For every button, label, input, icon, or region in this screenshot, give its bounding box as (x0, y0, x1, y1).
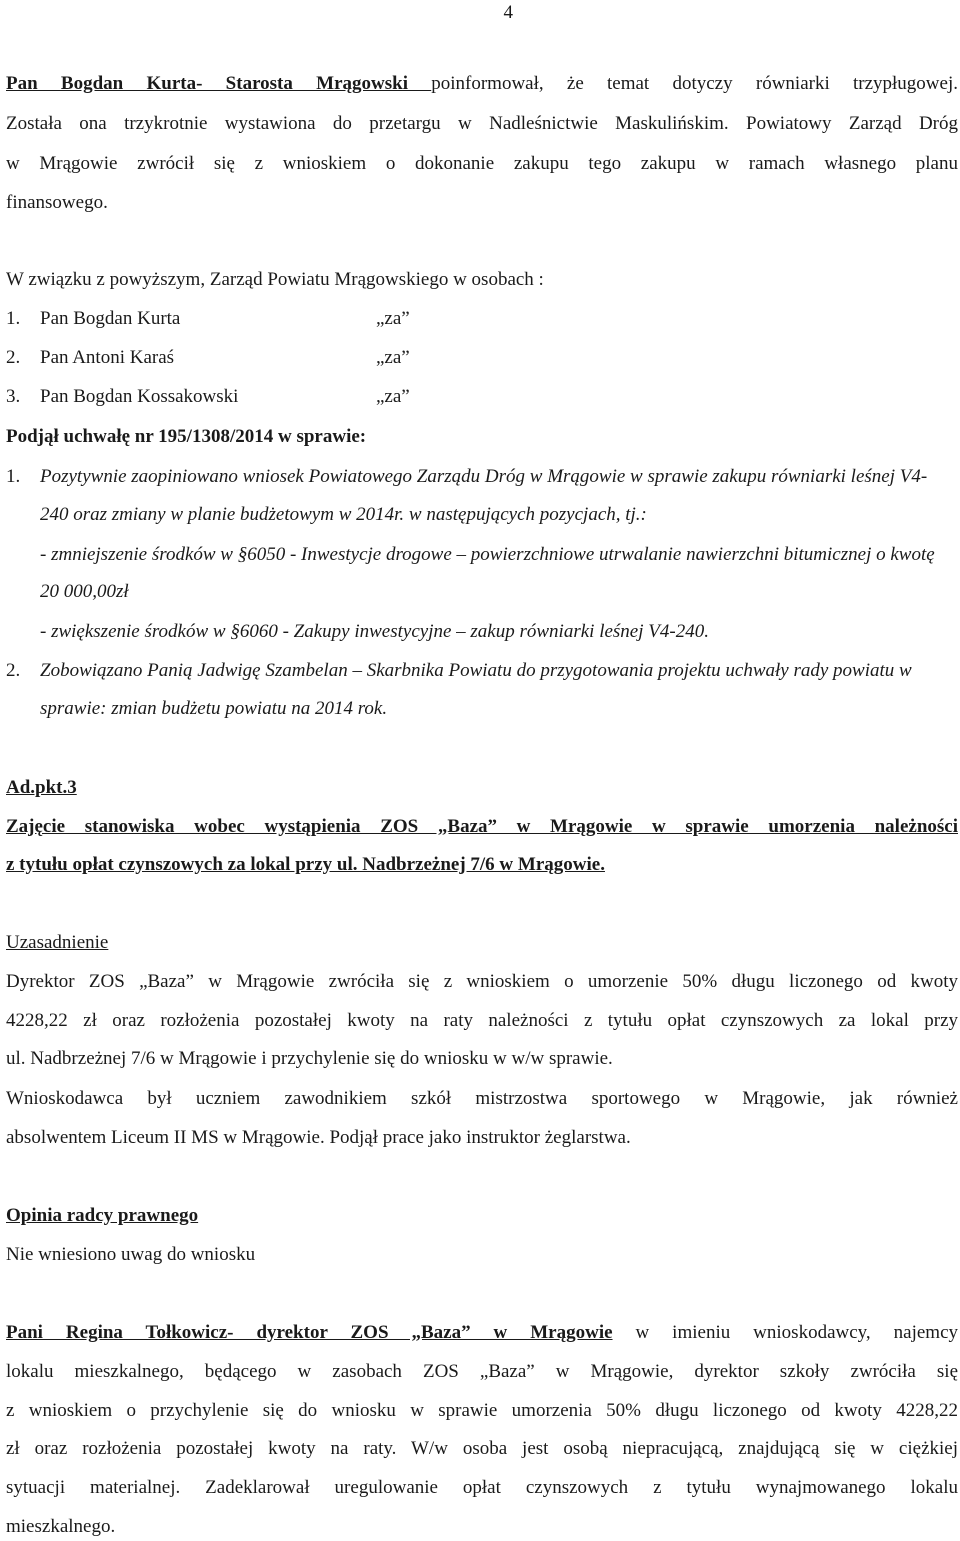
p1-text: poinformował, że temat dotyczy równiarki trzypługowej. (431, 73, 958, 94)
board-intro: W związku z powyższym, Zarząd Powiatu Mrągowskiego w osobach : (6, 269, 544, 290)
plast-line: zł oraz rozłożenia pozostałej kwoty na raty. W/w osoba jest osobą niepracującą, znajdującą się w ciężkiej (6, 1438, 958, 1459)
p1-line-3: w Mrągowie zwrócił się z wnioskiem o dokonanie zakupu tego zakupu w ramach własnego planu (6, 153, 958, 174)
resolution-item-2 (6, 659, 958, 683)
page-number: 4 (503, 2, 513, 23)
p1-line-4: finansowego. (6, 192, 108, 213)
plast-line: mieszkalnego. (6, 1516, 116, 1537)
vote-value: „za” (376, 347, 410, 368)
plast-line: sytuacji materialnej. Zadeklarował uregulowanie opłat czynszowych z tytułu wynajmowanego lokalu (6, 1477, 958, 1498)
resolution-item-1-line-3: - zmniejszenie środków w §6050 - Inwestycje drogowe – powierzchniowe utrwalanie nawierzchni bitumicznej o kwotę (40, 544, 935, 565)
vote-number: 2. (6, 347, 21, 368)
vote-row (6, 385, 958, 409)
resolution-item-1 (6, 465, 958, 489)
resolution-item-1-line-2: 240 oraz zmiany w planie budżetowym w 2014r. w następujących pozycjach, tj.: (40, 504, 647, 525)
plast-line: z wnioskiem o przychylenie się do wniosku w sprawie umorzenia 50% długu liczonego od kwoty 4228,22 (6, 1400, 958, 1421)
resolution-heading: Podjął uchwałę nr 195/1308/2014 w sprawie: (6, 426, 367, 447)
vote-name: Pan Bogdan Kossakowski (40, 386, 239, 407)
speaker-name: Pan Bogdan Kurta- Starosta Mrągowski (6, 73, 432, 94)
item-text: Pozytywnie zaopiniowano wniosek Powiatowego Zarządu Dróg w Mrągowie w sprawie zakupu równiarki leśnej V4- (40, 466, 928, 487)
justification-line: absolwentem Liceum II MS w Mrągowie. Podjął prace jako instruktor żeglarstwa. (6, 1127, 631, 1148)
resolution-item-1-line-4: 20 000,00zł (40, 581, 129, 602)
plast-text: w imieniu wnioskodawcy, najemcy (612, 1322, 959, 1343)
vote-name: Pan Antoni Karaś (40, 347, 175, 368)
vote-row (6, 346, 958, 370)
vote-row (6, 307, 958, 331)
vote-number: 3. (6, 386, 21, 407)
p1-line-2: Została ona trzykrotnie wystawiona do przetargu w Nadleśnictwie Maskulińskim. Powiatowy Zarząd Dróg (6, 113, 958, 134)
item-number: 1. (6, 466, 21, 487)
vote-value: „za” (376, 386, 410, 407)
justification-line: Wnioskodawca był uczniem zawodnikiem szkół mistrzostwa sportowego w Mrągowie, jak również (6, 1088, 958, 1109)
item-number: 2. (6, 660, 21, 681)
topic-line-2: z tytułu opłat czynszowych za lokal przy ul. Nadbrzeżnej 7/6 w Mrągowie. (6, 854, 605, 875)
legal-opinion-text: Nie wniesiono uwag do wniosku (6, 1244, 256, 1265)
vote-name: Pan Bogdan Kurta (40, 308, 181, 329)
justification-line: Dyrektor ZOS „Baza” w Mrągowie zwróciła się z wnioskiem o umorzenie 50% długu liczonego od kwoty (6, 971, 958, 992)
agenda-point: Ad.pkt.3 (6, 777, 77, 798)
item-text: Zobowiązano Panią Jadwigę Szambelan – Skarbnika Powiatu do przygotowania projektu uchwały rady powiatu w (40, 660, 912, 681)
resolution-item-1-line-5: - zwiększenie środków w §6060 - Zakupy inwestycyjne – zakup równiarki leśnej V4-240. (40, 621, 709, 642)
vote-value: „za” (376, 308, 410, 329)
justification-line: ul. Nadbrzeżnej 7/6 w Mrągowie i przychylenie się do wniosku w w/w sprawie. (6, 1048, 613, 1069)
p1-line-1 (6, 72, 958, 96)
topic-line-1: Zajęcie stanowiska wobec wystąpienia ZOS „Baza” w Mrągowie w sprawie umorzenia należności (6, 816, 958, 837)
resolution-item-2-line-2: sprawie: zmian budżetu powiatu na 2014 rok. (40, 698, 388, 719)
justification-line: 4228,22 zł oraz rozłożenia pozostałej kwoty na raty należności z tytułu opłat czynszowych za lokal przy (6, 1010, 958, 1031)
justification-heading: Uzasadnienie (6, 932, 109, 953)
plast-line-1 (6, 1321, 958, 1345)
plast-line: lokalu mieszkalnego, będącego w zasobach ZOS „Baza” w Mrągowie, dyrektor szkoły zwróciła się (6, 1361, 958, 1382)
vote-number: 1. (6, 308, 21, 329)
legal-opinion-heading: Opinia radcy prawnego (6, 1205, 199, 1226)
speaker-name: Pani Regina Tołkowicz- dyrektor ZOS „Baza” w Mrągowie (6, 1322, 613, 1343)
